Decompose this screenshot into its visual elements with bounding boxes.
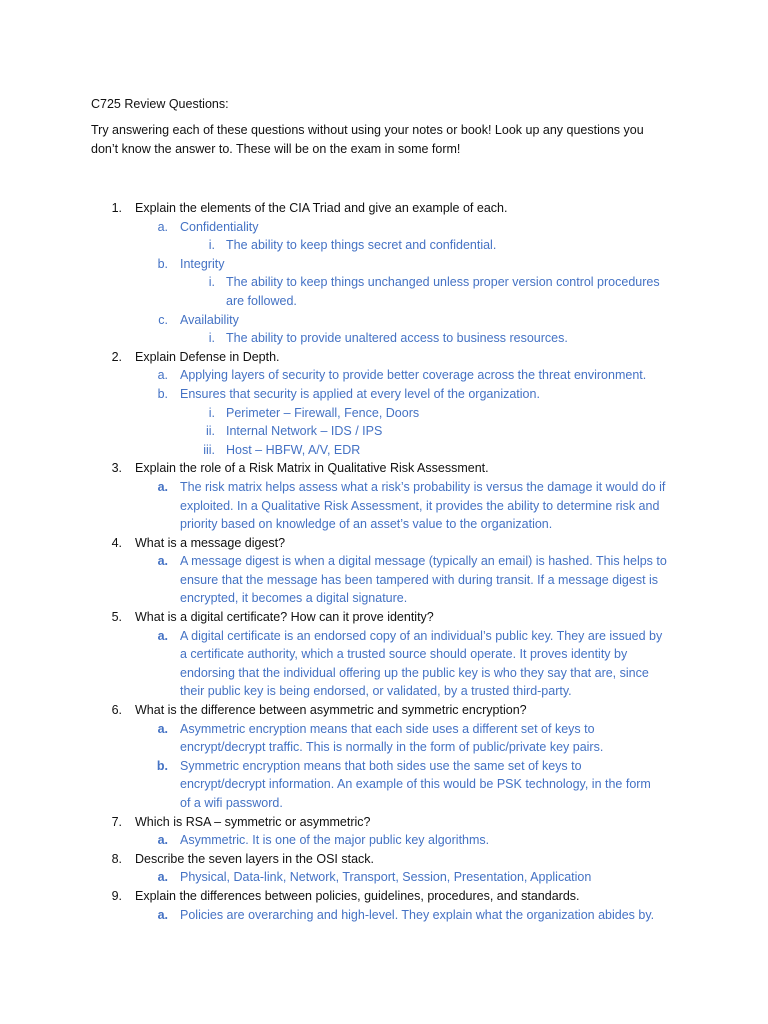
question-item	[0, 813, 768, 832]
answer-item	[0, 645, 768, 664]
answer-text: Availability	[180, 312, 239, 327]
answer-text: Applying layers of security to provide better coverage across the threat environment.	[180, 368, 647, 383]
answer-text: Physical, Data-link, Network, Transport, Session, Presentation, Application	[180, 870, 592, 885]
answer-item	[0, 720, 768, 739]
list-marker: a.	[157, 721, 168, 736]
question-item	[0, 199, 768, 218]
question-item	[0, 534, 768, 553]
question-item	[0, 348, 768, 367]
answer-text: ensure that the message has been tampered with during transit. If a message digest is	[180, 572, 659, 587]
list-marker: 5.	[111, 610, 122, 625]
intro-line: Try answering each of these questions without using your notes or book! Look up any questions you	[91, 123, 644, 137]
answer-item	[0, 385, 768, 404]
list-marker: 9.	[111, 888, 122, 903]
answer-item	[0, 738, 768, 757]
list-marker: c.	[158, 312, 168, 327]
answer-text: are followed.	[226, 293, 297, 308]
answer-text: Asymmetric encryption means that each side uses a different set of keys to	[180, 721, 595, 736]
list-marker: a.	[157, 554, 168, 569]
question-list	[0, 199, 768, 924]
list-marker: iii.	[203, 442, 215, 457]
answer-text: Asymmetric. It is one of the major public key algorithms.	[180, 833, 490, 848]
answer-item	[0, 868, 768, 887]
list-marker: 8.	[111, 851, 122, 866]
answer-item	[0, 682, 768, 701]
answer-text: A message digest is when a digital message (typically an email) is hashed. This helps to	[180, 554, 667, 569]
answer-text: A digital certificate is an endorsed copy of an individual’s public key. They are issued by	[180, 628, 663, 643]
list-marker: 1.	[111, 201, 122, 215]
sub-answer-item	[0, 329, 768, 348]
list-marker: a.	[157, 628, 168, 643]
list-marker: i.	[208, 238, 215, 253]
answer-item	[0, 515, 768, 534]
answer-text: a certificate authority, which a trusted source should operate. It proves identity by	[180, 647, 628, 662]
answer-text: The ability to keep things unchanged unless proper version control procedures	[226, 275, 660, 290]
question-item	[0, 701, 768, 720]
question-text: What is a digital certificate? How can it prove identity?	[135, 610, 434, 625]
answer-text: exploited. In a Qualitative Risk Assessment, it provides the ability to determine risk and	[180, 498, 660, 513]
question-text: Explain Defense in Depth.	[135, 349, 280, 364]
answer-text: priority based on knowledge of an asset’s value to the organization.	[180, 517, 553, 532]
intro-line: don’t know the answer to. These will be on the exam in some form!	[91, 142, 461, 156]
list-marker: 4.	[111, 535, 122, 550]
question-item	[0, 608, 768, 627]
sub-answer-item	[0, 236, 768, 255]
list-marker: 3.	[111, 461, 122, 476]
list-marker: a.	[157, 368, 168, 383]
answer-text: Policies are overarching and high-level. They explain what the organization abides by.	[180, 907, 655, 922]
sub-answer-item	[0, 273, 768, 292]
question-text: Describe the seven layers in the OSI stack.	[135, 851, 374, 866]
list-marker: b.	[156, 758, 168, 773]
sub-answer-item	[0, 292, 768, 311]
answer-text: Host – HBFW, A/V, EDR	[226, 442, 361, 457]
question-text: Explain the elements of the CIA Triad and give an example of each.	[135, 201, 508, 215]
list-marker: 2.	[111, 349, 122, 364]
question-item	[0, 887, 768, 906]
answer-item	[0, 552, 768, 571]
answer-text: their public key is being endorsed, or validated, by a trusted third-party.	[180, 684, 572, 699]
answer-text: Perimeter – Firewall, Fence, Doors	[226, 405, 420, 420]
list-marker: i.	[208, 331, 215, 346]
answer-text: encrypt/decrypt traffic. This is normally in the form of public/private key pairs.	[180, 740, 604, 755]
intro-paragraph	[91, 121, 691, 159]
answer-text: Internal Network – IDS / IPS	[226, 424, 383, 439]
answer-text: Symmetric encryption means that both sides use the same set of keys to	[180, 758, 582, 773]
list-marker: i.	[208, 405, 215, 420]
question-text: What is a message digest?	[135, 535, 286, 550]
list-marker: a.	[157, 219, 168, 234]
answer-text: of a wifi password.	[180, 796, 283, 810]
answer-text: endorsing that the individual offering up the public key is who they say that are, since	[180, 665, 649, 680]
list-marker: 6.	[111, 703, 122, 718]
question-text: Explain the differences between policies, guidelines, procedures, and standards.	[135, 888, 580, 903]
question-text: Which is RSA – symmetric or asymmetric?	[135, 814, 371, 829]
answer-item	[0, 627, 768, 646]
answer-item	[0, 218, 768, 237]
answer-text: The ability to keep things secret and confidential.	[226, 238, 497, 253]
answer-item	[0, 757, 768, 776]
list-marker: ii.	[205, 424, 215, 439]
list-marker: a.	[157, 833, 168, 848]
document-title: C725 Review Questions:	[91, 97, 229, 111]
sub-answer-item	[0, 404, 768, 423]
list-marker: a.	[157, 870, 168, 885]
answer-item	[0, 255, 768, 274]
list-marker: a.	[157, 907, 168, 922]
list-marker: a.	[157, 479, 168, 494]
answer-text: The ability to provide unaltered access to business resources.	[226, 331, 568, 346]
list-marker: b.	[157, 256, 168, 271]
answer-item	[0, 497, 768, 516]
question-text: Explain the role of a Risk Matrix in Qualitative Risk Assessment.	[135, 461, 489, 476]
list-marker: 7.	[111, 814, 122, 829]
answer-text: encrypted, it becomes a digital signature.	[180, 591, 408, 606]
answer-item	[0, 775, 768, 794]
answer-text: Integrity	[180, 256, 225, 271]
answer-item	[0, 831, 768, 850]
answer-text: Ensures that security is applied at every level of the organization.	[180, 386, 540, 401]
answer-text: Confidentiality	[180, 219, 259, 234]
answer-item	[0, 311, 768, 330]
answer-item	[0, 589, 768, 608]
answer-item	[0, 906, 768, 925]
question-text: What is the difference between asymmetric and symmetric encryption?	[135, 703, 527, 718]
answer-text: encrypt/decrypt information. An example of this would be PSK technology, in the form	[180, 777, 651, 792]
question-item	[0, 850, 768, 869]
question-item	[0, 459, 768, 478]
answer-item	[0, 664, 768, 683]
answer-item	[0, 794, 768, 813]
answer-item	[0, 478, 768, 497]
list-marker: i.	[208, 275, 215, 290]
answer-text: The risk matrix helps assess what a risk’s probability is versus the damage it would do if	[180, 479, 666, 494]
answer-item	[0, 571, 768, 590]
sub-answer-item	[0, 422, 768, 441]
list-marker: b.	[157, 386, 168, 401]
answer-item	[0, 366, 768, 385]
sub-answer-item	[0, 441, 768, 460]
